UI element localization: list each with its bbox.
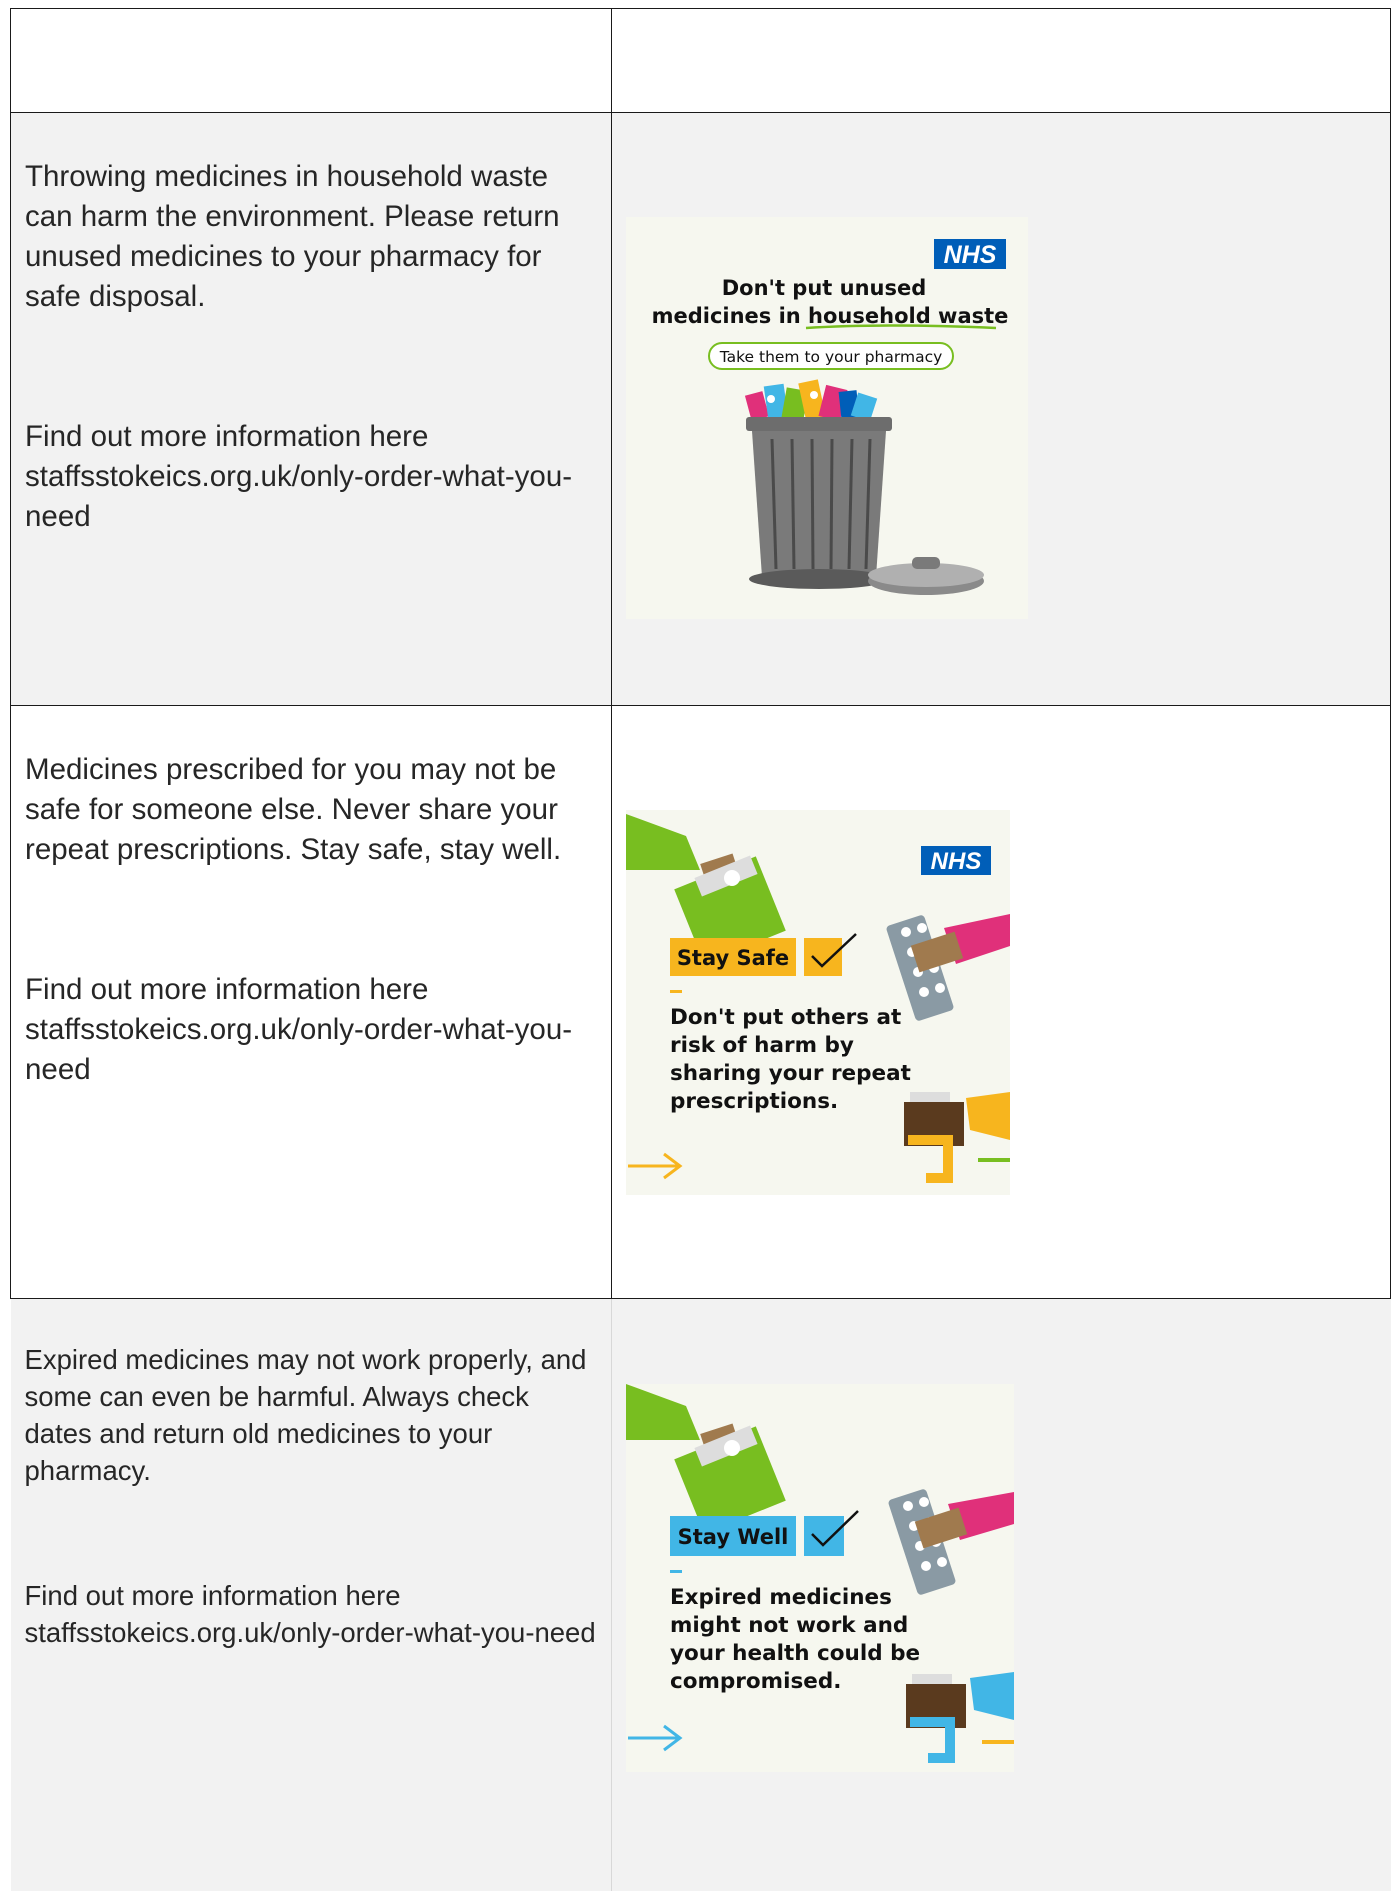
poster-body-line: might not work and — [670, 1613, 908, 1638]
text-cell — [11, 706, 612, 1299]
empty-cell-right — [612, 9, 1391, 113]
poster-body-line: compromised. — [670, 1669, 841, 1694]
poster-body-line: Expired medicines — [670, 1585, 892, 1610]
more-info-text: Find out more information here staffsstokeics.org.uk/only-order-what-you-need — [25, 1577, 598, 1651]
poster-body-line: prescriptions. — [670, 1089, 838, 1114]
poster-heading-line1: Don't put unused — [722, 276, 927, 300]
poster-body-line: sharing your repeat — [670, 1061, 911, 1086]
poster-pill-text: Take them to your pharmacy — [719, 348, 943, 366]
checkmark-badge — [804, 938, 842, 976]
poster-body-line: your health could be — [670, 1641, 920, 1666]
badge-label: Stay Well — [678, 1525, 789, 1549]
table-row — [11, 1299, 1391, 1891]
checkmark-badge — [804, 1516, 844, 1556]
nhs-logo-text: NHS — [944, 241, 997, 269]
more-info-text: Find out more information here staffsstokeics.org.uk/only-order-what-you-need — [25, 970, 597, 1090]
poster-heading-line2: medicines in household waste — [652, 304, 1009, 328]
table-row-empty — [11, 9, 1391, 113]
image-cell — [612, 113, 1391, 706]
household-waste-poster — [626, 217, 1028, 619]
image-cell — [612, 1299, 1391, 1891]
stay-well-poster — [626, 1384, 1014, 1772]
message-text: Expired medicines may not work properly, and some can even be harmful. Always check dates and return old medicines to your pharmacy. — [25, 1341, 598, 1489]
table-row — [11, 706, 1391, 1299]
more-info-text: Find out more information here staffsstokeics.org.uk/only-order-what-you-need — [25, 417, 597, 537]
image-cell — [612, 706, 1391, 1299]
stay-safe-poster — [626, 810, 1010, 1195]
poster-body-line: risk of harm by — [670, 1033, 854, 1058]
poster-body-line: Don't put others at — [670, 1005, 901, 1030]
message-text: Throwing medicines in household waste can harm the environment. Please return unused medicines to your pharmacy for safe disposal. — [25, 157, 597, 317]
empty-cell-left — [11, 9, 612, 113]
text-cell — [11, 1299, 612, 1891]
table-row — [11, 113, 1391, 706]
badge-label: Stay Safe — [677, 946, 789, 970]
content-table — [10, 8, 1391, 1891]
text-cell — [11, 113, 612, 706]
message-text: Medicines prescribed for you may not be safe for someone else. Never share your repeat prescriptions. Stay safe, stay well. — [25, 750, 597, 870]
nhs-logo-text: NHS — [931, 848, 982, 875]
